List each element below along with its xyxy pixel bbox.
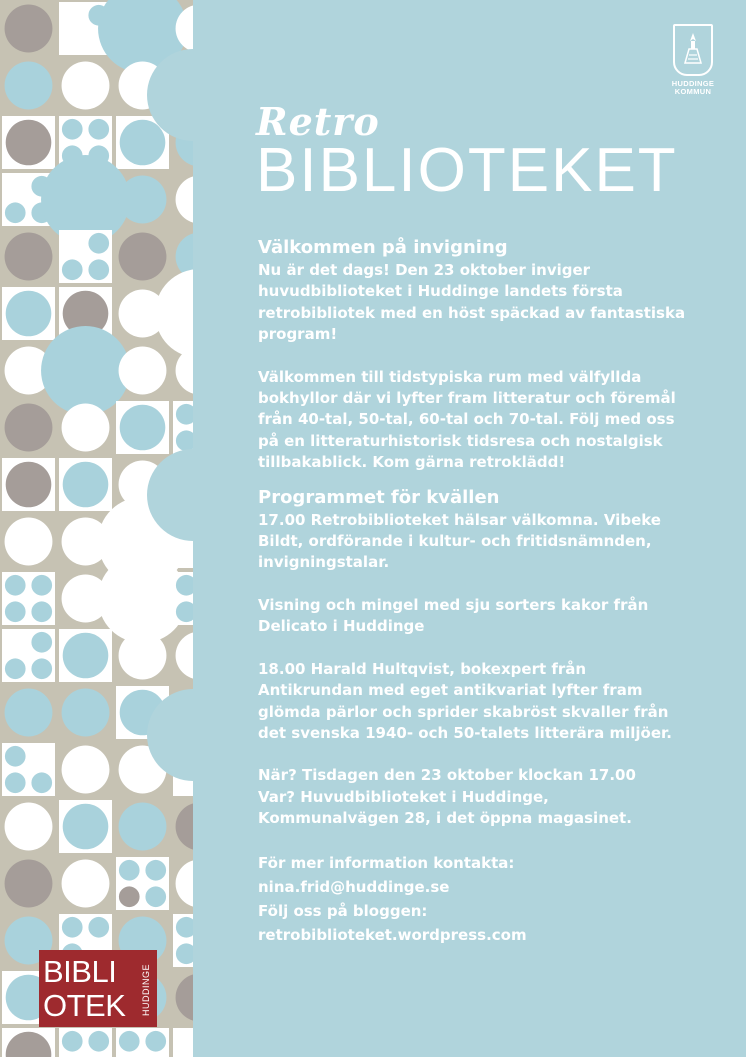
pattern-circle	[6, 291, 52, 337]
intro-date: 23 oktober	[433, 261, 526, 279]
pattern-small-circle	[62, 917, 83, 938]
pattern-small-circle	[119, 860, 140, 881]
pattern-small-circle	[88, 1031, 109, 1052]
program-item-1	[258, 510, 688, 574]
bib-logo-side: HUDDINGE	[141, 964, 151, 1017]
intro-heading: Välkommen på invigning	[258, 237, 508, 258]
pattern-small-circle	[88, 917, 109, 938]
pattern-small-circle	[62, 119, 83, 140]
pattern-small-circle	[62, 31, 83, 52]
pattern-small-circle	[119, 886, 140, 907]
program-item-2: Visning och mingel med sju sorters kakor från Delicato i Huddinge	[258, 595, 649, 636]
intro-p1-after: inviger huvudbiblioteket i Huddinge landets första retrobibliotek med en höst späckad av fantastiska program!	[258, 261, 686, 344]
pattern-small-circle	[119, 1031, 140, 1052]
intro-p1-before: Nu är det dags! Den	[258, 261, 434, 279]
pattern-circle	[62, 62, 110, 110]
pattern-small-circle	[88, 259, 109, 280]
pattern-circle	[6, 120, 52, 166]
event-when	[258, 765, 688, 786]
pattern-small-circle	[5, 772, 26, 793]
pattern-circle	[62, 689, 110, 737]
kommun-logo-line2: KOMMUN	[674, 87, 712, 96]
pattern-circle	[62, 746, 110, 794]
pattern-circle	[63, 633, 109, 679]
blog-link[interactable]: retrobiblioteket.wordpress.com	[258, 925, 527, 944]
pattern-circle	[176, 632, 193, 680]
pattern-circle	[176, 347, 193, 395]
when-label: När?	[258, 766, 297, 785]
pattern-big-circle	[155, 269, 193, 358]
pattern-graphic	[0, 0, 193, 1057]
pattern-small-circle	[31, 632, 52, 653]
event-where	[258, 787, 688, 830]
main-content	[258, 236, 688, 947]
contact-email[interactable]: nina.frid@huddinge.se	[258, 877, 450, 896]
pattern-circle	[5, 62, 53, 110]
where-label: Var?	[258, 787, 296, 806]
pattern-small-circle	[145, 1031, 166, 1052]
where-text: Huvudbiblioteket i Huddinge, Kommunalvägen 28, i det öppna magasinet.	[258, 787, 632, 828]
pattern-small-circle	[5, 632, 26, 653]
pattern-small-circle	[5, 575, 26, 596]
pattern-small-circle	[31, 575, 52, 596]
pattern-circle	[63, 462, 109, 508]
pattern-small-circle	[31, 772, 52, 793]
pattern-circle	[62, 860, 110, 908]
pattern-small-circle	[5, 746, 26, 767]
pattern-circle	[6, 462, 52, 508]
pattern-circle	[63, 804, 109, 850]
pattern-circle	[5, 689, 53, 737]
huddinge-kommun-logo	[668, 24, 718, 108]
title-retro: Retro	[256, 99, 380, 144]
pattern-small-circle	[5, 202, 26, 223]
pattern-circle	[5, 518, 53, 566]
program-text-1: Retrobiblioteket hälsar välkomna. Vibeke Bildt, ordförande i kultur- och fritidsnämnden, invigningstalar.	[258, 510, 661, 572]
pattern-small-circle	[62, 5, 83, 26]
program-time-1: 17.00	[258, 510, 306, 529]
pattern-circle	[62, 404, 110, 452]
pattern-circle	[5, 233, 53, 281]
blog-label: Följ oss på bloggen:	[258, 901, 428, 920]
pattern-circle	[119, 347, 167, 395]
pattern-small-circle	[62, 233, 83, 254]
bibliotek-huddinge-logo	[39, 950, 157, 1027]
pattern-circle	[119, 632, 167, 680]
pattern-circle	[5, 5, 53, 53]
program-heading: Programmet för kvällen	[258, 486, 500, 508]
pattern-small-circle	[88, 233, 109, 254]
pattern-small-circle	[62, 259, 83, 280]
program-time-3: 18.00	[258, 659, 306, 678]
pattern-circle	[120, 120, 166, 166]
pattern-small-circle	[31, 601, 52, 622]
bib-logo-line2: OTEK	[43, 988, 126, 1023]
pattern-small-circle	[5, 601, 26, 622]
pattern-circle	[5, 404, 53, 452]
retro-circle-pattern	[0, 0, 193, 1057]
pattern-circle	[119, 803, 167, 851]
pattern-circle	[5, 803, 53, 851]
huddinge-crest-icon	[673, 24, 713, 76]
pattern-small-circle	[62, 1031, 83, 1052]
pattern-circle	[176, 176, 193, 224]
pattern-small-circle	[145, 860, 166, 881]
program-item-3	[258, 659, 688, 745]
pattern-circle	[119, 233, 167, 281]
contact-label: För mer information kontakta:	[258, 853, 515, 872]
title-biblioteket: BIBLIOTEKET	[256, 136, 678, 205]
when-text: Tisdagen den 23 oktober klockan 17.00	[296, 766, 636, 785]
pattern-small-circle	[145, 886, 166, 907]
kommun-logo-line1: HUDDINGE	[671, 79, 715, 88]
pattern-circle	[176, 803, 193, 851]
program-text-3: Harald Hultqvist, bokexpert från Antikrundan med eget antikvariat lyfter fram glömda pärlor och sprider skabröst skvaller från det svenska 1940- och 50-talets litterära miljöer.	[258, 659, 672, 742]
bib-logo-line1: BIBLI	[43, 954, 117, 989]
pattern-circle	[119, 176, 167, 224]
pattern-circle	[176, 860, 193, 908]
pattern-small-circle	[88, 119, 109, 140]
pattern-small-circle	[31, 658, 52, 679]
pattern-small-circle	[5, 176, 26, 197]
pattern-circle	[120, 405, 166, 451]
intro-paragraph-2: Välkommen till tidstypiska rum med välfyllda bokhyllor där vi lyfter fram litteratur och föremål från 40-tal, 50-tal, 60-tal och 70-tal. Följ med oss på en litteraturhistorisk tidsresa och nostalgisk tillbakablick. Kom gärna retroklädd!	[258, 367, 676, 472]
intro-paragraph-1	[258, 260, 688, 346]
pattern-small-circle	[31, 746, 52, 767]
pattern-small-circle	[5, 658, 26, 679]
pattern-circle	[5, 860, 53, 908]
pattern-circle	[176, 974, 193, 1022]
